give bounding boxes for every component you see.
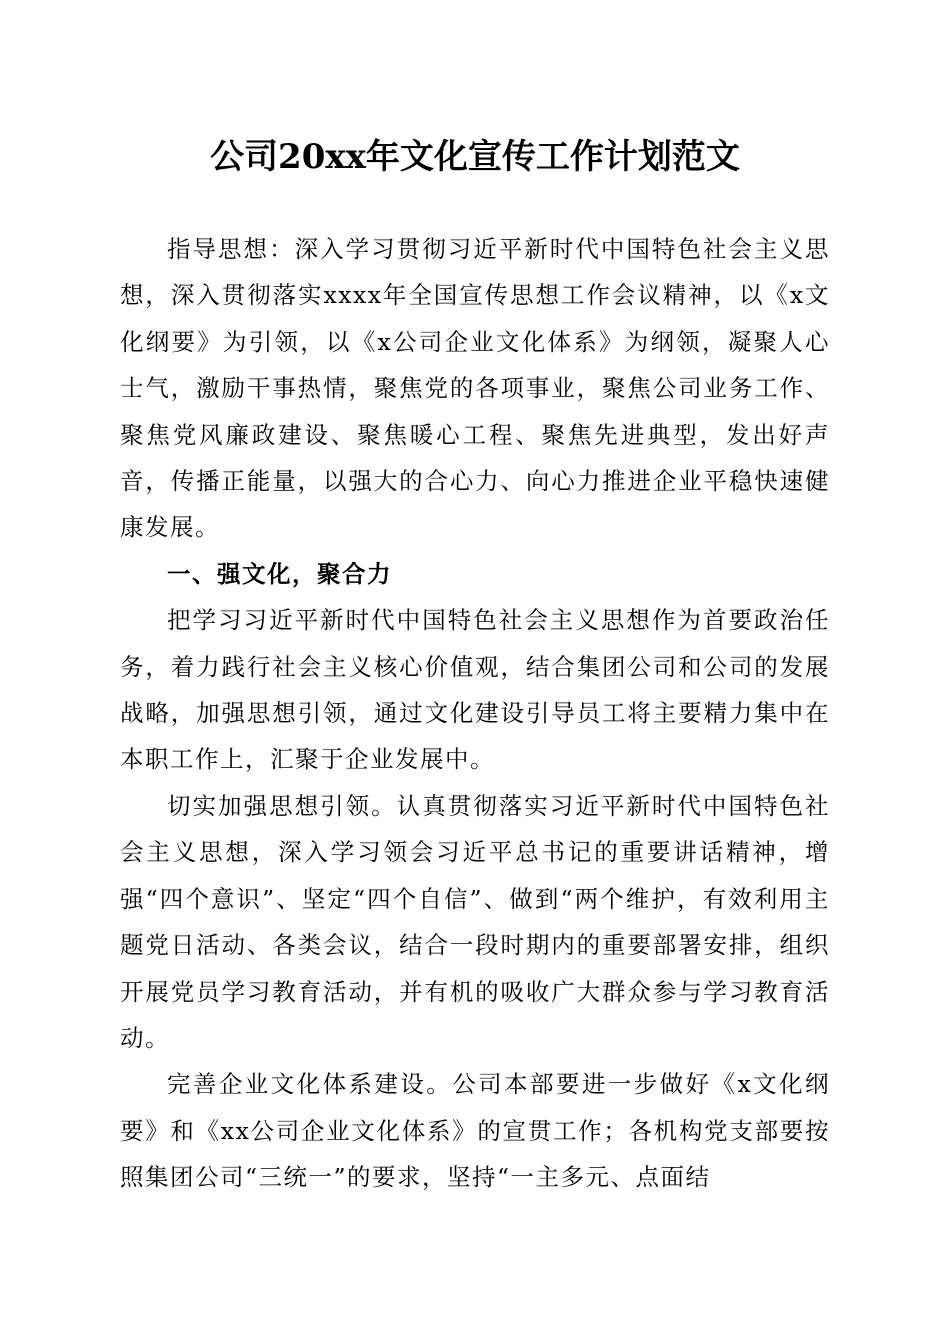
- document-title: 公司20xx年文化宣传工作计划范文: [210, 137, 740, 177]
- section-heading-1: 一、强文化，聚合力: [167, 559, 392, 588]
- paragraph-guiding-ideology: 指导思想：深入学习贯彻习近平新时代中国特色社会主义思想，深入贯彻落实xxxx年全国宣传思想工作会议精神，以《x文化纲要》为引领，以《x公司企业文化体系》为纲领，凝聚人心士气，激励干事热情，聚焦党的各项事业，聚焦公司业务工作、聚焦党风廉政建设、聚焦暖心工程、聚焦先进典型，发出好声音，传播正能量，以强大的合心力、向心力推进企业平稳快速健康发展。: [120, 235, 830, 542]
- paragraph-culture-system: 完善企业文化体系建设。公司本部要进一步做好《x文化纲要》和《xx公司企业文化体系》的宣贯工作；各机构党支部要按照集团公司“三统一”的要求，坚持“一主多元、点面结: [120, 1070, 830, 1192]
- paragraph-section-1-intro: 把学习习近平新时代中国特色社会主义思想作为首要政治任务，着力践行社会主义核心价值观，结合集团公司和公司的发展战略，加强思想引领，通过文化建设引导员工将主要精力集中在本职工作上，汇聚于企业发展中。: [120, 606, 830, 774]
- paragraph-thought-guidance: 切实加强思想引领。认真贯彻落实习近平新时代中国特色社会主义思想，深入学习领会习近平总书记的重要讲话精神，增强“四个意识”、坚定“四个自信”、做到“两个维护，有效利用主题党日活动、各类会议，结合一段时期内的重要部署安排，组织开展党员学习教育活动，并有机的吸收广大群众参与学习教育活动。: [120, 791, 830, 1052]
- document-body: [120, 226, 830, 1201]
